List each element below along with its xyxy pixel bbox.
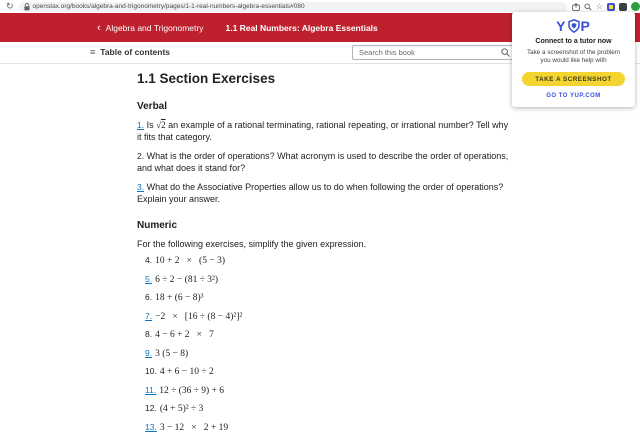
exercise-8-number: 8. (145, 329, 152, 339)
extensions-icon[interactable] (619, 3, 627, 11)
back-to-book-link[interactable] (97, 23, 203, 33)
browser-action-icons (572, 2, 640, 11)
yup-logo-p: P (581, 18, 591, 34)
exercise-11-expression: 12 ÷ (36 ÷ 9) + 6 (159, 386, 224, 396)
yup-logo-y: Y (556, 18, 566, 34)
section-title: 1.1 Section Exercises (137, 71, 519, 86)
exercise-10-number: 10. (145, 366, 157, 376)
reload-icon[interactable]: ↻ (6, 2, 14, 11)
url-text: openstax.org/books/algebra-and-trigonometry/pages/1-1-real-numbers-algebra-essentials#080 (33, 3, 305, 10)
exercise-row-10 (137, 366, 519, 379)
exercise-6-number: 6. (145, 292, 152, 302)
numeric-exercise-list (137, 255, 519, 434)
exercise-3-text: What do the Associative Properties allow us to do when following the order of operations? Explain your answer. (137, 182, 503, 204)
toc-label: Table of contents (100, 47, 170, 57)
search-input[interactable] (353, 48, 501, 57)
exercise-8-expression: 4 − 6 + 2 × 7 (155, 330, 214, 340)
share-icon[interactable] (572, 3, 580, 11)
exercise-row-4 (137, 255, 519, 268)
profile-avatar[interactable] (631, 2, 640, 11)
exercise-11-number-link[interactable]: 11. (145, 385, 156, 395)
verbal-heading: Verbal (137, 101, 519, 112)
section-exercises-content (137, 64, 519, 434)
table-of-contents-button[interactable] (90, 47, 170, 57)
take-screenshot-button[interactable]: TAKE A SCREENSHOT (522, 72, 625, 86)
verbal-exercise-3 (137, 182, 511, 205)
exercise-13-expression: 3 − 12 × 2 + 19 (160, 423, 228, 433)
exercise-9-expression: 3 (5 − 8) (155, 349, 188, 359)
yup-extension-popup (512, 12, 635, 107)
popup-body-text: Take a screenshot of the problem you would like help with (519, 49, 628, 65)
exercise-9-number-link[interactable]: 9. (145, 348, 152, 358)
exercise-row-8 (137, 329, 519, 342)
exercise-row-11 (137, 385, 519, 398)
exercise-row-7 (137, 311, 519, 324)
chevron-left-icon: ‹ (97, 23, 101, 33)
list-icon: ≡ (90, 47, 95, 57)
exercise-5-number-link[interactable]: 5. (145, 274, 152, 284)
exercise-1-text: Is (147, 120, 157, 130)
numeric-instructions: For the following exercises, simplify the given expression. (137, 239, 519, 249)
exercise-row-5 (137, 274, 519, 287)
verbal-exercise-2 (137, 151, 511, 174)
sqrt-radicand: 2 (161, 120, 166, 130)
exercise-row-12 (137, 403, 519, 416)
exercise-2-number: 2. (137, 151, 144, 161)
exercise-13-number-link[interactable]: 13. (145, 422, 157, 432)
lock-icon (24, 3, 30, 11)
exercise-4-number: 4. (145, 255, 152, 265)
exercise-5-expression: 6 ÷ 2 − (81 ÷ 3²) (155, 275, 218, 285)
address-bar[interactable] (19, 2, 567, 12)
book-title: Algebra and Trigonometry (106, 23, 204, 33)
exercise-10-expression: 4 + 6 − 10 ÷ 2 (160, 367, 214, 377)
book-search-box (352, 45, 516, 60)
page-title: 1.1 Real Numbers: Algebra Essentials (225, 23, 377, 33)
search-icon[interactable] (584, 3, 592, 11)
yup-logo (519, 18, 628, 34)
exercise-12-number: 12. (145, 403, 157, 413)
exercise-7-number-link[interactable]: 7. (145, 311, 152, 321)
go-to-yup-link[interactable]: GO TO YUP.COM (519, 93, 628, 99)
sqrt-symbol: √ (156, 120, 161, 130)
verbal-exercise-1 (137, 120, 511, 143)
magnifier-icon[interactable] (501, 48, 510, 57)
exercise-row-9 (137, 348, 519, 361)
exercise-1-number-link[interactable]: 1. (137, 120, 144, 130)
exercise-1-text-cont: an example of a rational terminating, rational repeating, or irrational number? Tell why it fits that category. (137, 120, 508, 142)
exercise-7-expression: −2 × [16 ÷ (8 − 4)²]² (155, 312, 242, 322)
exercise-row-6 (137, 292, 519, 305)
yup-shield-icon (568, 19, 580, 33)
exercise-6-expression: 18 + (6 − 8)³ (155, 293, 203, 303)
yup-extension-icon[interactable] (607, 3, 615, 11)
exercise-12-expression: (4 + 5)² ÷ 3 (160, 404, 204, 414)
popup-title: Connect to a tutor now (519, 38, 628, 45)
bookmark-star-icon[interactable]: ☆ (596, 3, 603, 11)
exercise-3-number-link[interactable]: 3. (137, 182, 144, 192)
exercise-2-text: What is the order of operations? What acronym is used to describe the order of operations, and what does it stand for? (137, 151, 508, 173)
exercise-row-13 (137, 422, 519, 434)
numeric-heading: Numeric (137, 220, 519, 231)
exercise-4-expression: 10 + 2 × (5 − 3) (155, 256, 225, 266)
